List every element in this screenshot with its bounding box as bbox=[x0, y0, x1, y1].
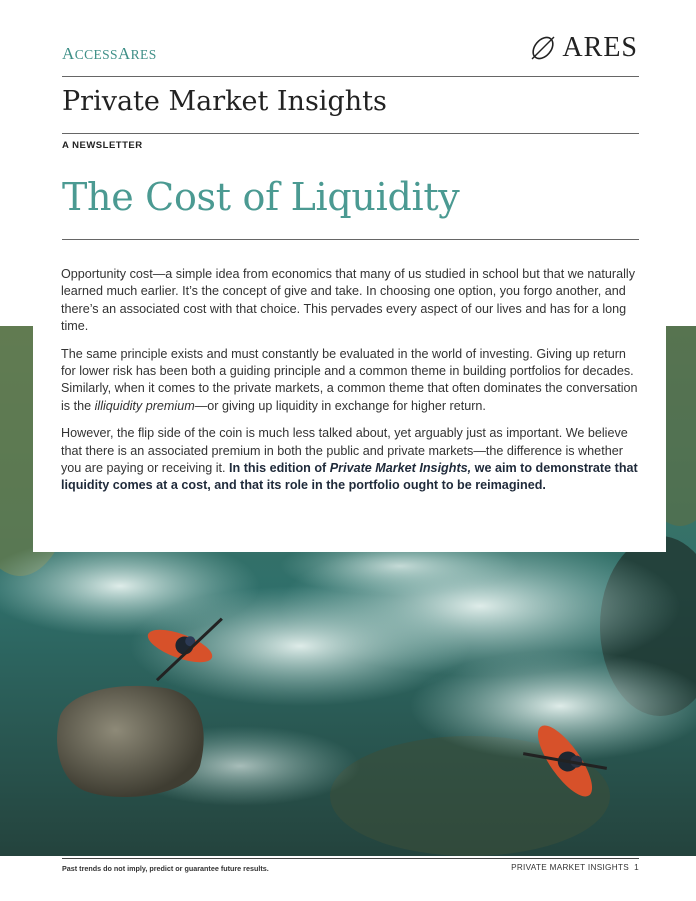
bold-text: In this edition of bbox=[229, 461, 330, 476]
divider bbox=[62, 133, 639, 134]
page-label bbox=[511, 863, 639, 872]
logo-letter: A bbox=[62, 44, 75, 63]
body-paragraph bbox=[61, 346, 638, 416]
body-paragraph bbox=[61, 425, 638, 495]
bold-text: we aim to demonstrate that liquidity comes at a cost, and that its role in the portfolio ought to be reimagined. bbox=[61, 461, 638, 493]
paragraph-text: —or giving up liquidity in exchange for higher return. bbox=[194, 398, 486, 413]
ares-leaf-icon bbox=[528, 33, 558, 63]
paragraph-text: The same principle exists and must constantly be evaluated in the world of investing. Giving up return for lower risk has been both a guiding principle and a common theme in building portfolios for decades. Similarly, when it comes to the private markets, a common theme that often dominates the conversation is the bbox=[61, 346, 638, 413]
emphasis-text: illiquidity premium bbox=[94, 398, 195, 413]
footer-divider bbox=[62, 858, 639, 859]
page-headline: The Cost of Liquidity bbox=[62, 175, 460, 219]
publication-title: Private Market Insights bbox=[62, 86, 387, 117]
intro-text-card bbox=[33, 258, 666, 552]
page-footer bbox=[0, 856, 696, 901]
newsletter-kicker: A NEWSLETTER bbox=[62, 140, 143, 151]
disclaimer-text: Past trends do not imply, predict or guarantee future results. bbox=[62, 864, 269, 873]
page-label-text: PRIVATE MARKET INSIGHTS bbox=[511, 863, 629, 872]
page-number: 1 bbox=[634, 863, 639, 872]
bold-italic-text: Private Market Insights, bbox=[329, 461, 472, 476]
logo-letter: A bbox=[117, 44, 131, 63]
ares-wordmark: ARES bbox=[562, 32, 638, 63]
divider bbox=[62, 239, 639, 240]
logo-letters: RES bbox=[130, 47, 157, 62]
ares-logo bbox=[528, 32, 638, 64]
access-ares-logo bbox=[62, 44, 157, 64]
intro-paragraph: Opportunity cost—a simple idea from economics that many of us studied in school but that we naturally learned much earlier. It’s the concept of give and take. In choosing one option, you forgo another, and there’s an associated cost with that choice. This pervades every aspect of our lives and has for a long time. bbox=[61, 267, 635, 334]
paragraph-text: However, the flip side of the coin is much less talked about, yet arguably just as important. We believe that there is an associated premium in both the public and private markets—the difference is whether you are paying or receiving it. bbox=[61, 426, 628, 476]
logo-letters: CCESS bbox=[74, 47, 118, 62]
divider bbox=[62, 76, 639, 77]
